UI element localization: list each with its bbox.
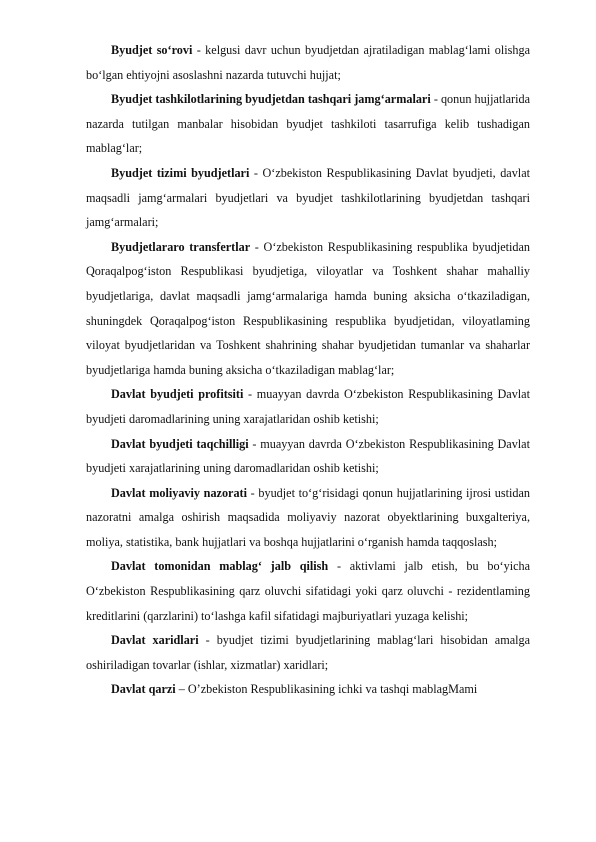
glossary-definition: - kelgusi davr uchun byudjetdan ajratiladigan mablag‘lami olishga bo‘lgan ehtiyojni asoslashni nazarda tutuvchi hujjat; xyxy=(86,43,530,82)
glossary-term: Byudjet so‘rovi xyxy=(111,43,193,57)
glossary-entry xyxy=(86,628,530,677)
document-page xyxy=(86,38,530,702)
glossary-entry xyxy=(86,554,530,628)
glossary-entry xyxy=(86,235,530,383)
glossary-definition: - O‘zbekiston Respublikasining respublika byudjetidan Qoraqalpog‘iston Respublikasi byudjetiga, viloyatlar va Toshkent shahar mahalliy byudjetlariga, davlat maqsadli jamg‘armalariga hamda buning aksicha o‘tkaziladigan, shuningdek Qoraqalpog‘iston Respublikasining respublika byudjetidan, viloyatlaming viloyat byudjetlaridan va Toshkent shahrining shahar byudjetidan tumanlar va shaharlar byudjetlariga hamda buning aksicha o‘tkaziladigan mablag‘lar; xyxy=(86,239,530,377)
glossary-definition: - qonun hujjatlarida nazarda tutilgan manbalar hisobidan byudjet tashkiloti tasarrufiga kelib tushadigan mablag‘lar; xyxy=(86,92,530,156)
glossary-definition: - byudjet to‘g‘risidagi qonun hujjatlarining ijrosi ustidan nazoratni amalga oshirish maqsadida moliyaviy nazorat obyektlarining buxgalteriya, moliya, statistika, bank hujjatlari va boshqa hujjatlarini o‘rganish hamda taqqoslash; xyxy=(86,485,530,549)
glossary-entry xyxy=(86,677,530,702)
glossary-term: Davlat byudjeti taqchilligi xyxy=(111,436,249,451)
glossary-definition: - aktivlami jalb etish, bu bo‘yicha O‘zbekiston Respublikasining qarz oluvchi sifatidagi yoki qarz oluvchi - rezidentlaming kreditlarini (qarzlarini) to‘lashga kafil sifatidagi majburiyatlari yuzaga kelishi; xyxy=(86,559,530,623)
glossary-definition: - muayyan davrda O‘zbekiston Respublikasining Davlat byudjeti daromadlarining uning xarajatlaridan oshib ketishi; xyxy=(86,387,530,426)
glossary-entry xyxy=(86,382,530,431)
glossary-term: Davlat qarzi xyxy=(111,682,176,697)
glossary-term: Davlat xaridlari xyxy=(111,633,199,648)
glossary-definition: - muayyan davrda O‘zbekiston Respublikasining Davlat byudjeti xarajatlarining uning daromadlaridan oshib ketishi; xyxy=(86,436,530,476)
glossary-entry xyxy=(86,87,530,161)
glossary-term: Byudjet tashkilotlarining byudjetdan tashqari jamg‘armalari xyxy=(111,92,431,107)
glossary-term: Davlat byudjeti profitsiti xyxy=(111,387,244,402)
glossary-definition: - byudjet tizimi byudjetlarining mablag‘lari hisobidan amalga oshiriladigan tovarlar (ishlar, xizmatlar) xaridlari; xyxy=(86,633,530,672)
glossary-term: Davlat moliyaviy nazorati xyxy=(111,485,247,500)
glossary-term: Davlat tomonidan mablag‘ jalb qilish xyxy=(111,559,329,574)
glossary-entry xyxy=(86,161,530,235)
glossary-definition: - O‘zbekiston Respublikasining Davlat byudjeti, davlat maqsadli jamg‘armalari byudjetlari va byudjet tashkilotlarining byudjetdan tashqari jamg‘armalari; xyxy=(86,165,530,230)
glossary-entry xyxy=(86,432,530,481)
glossary-entry xyxy=(86,481,530,555)
glossary-term: Byudjetlararo transfertlar xyxy=(111,239,251,254)
glossary-term: Byudjet tizimi byudjetlari xyxy=(111,165,250,180)
glossary-entry xyxy=(86,38,530,87)
glossary-definition: – O’zbekiston Respublikasining ichki va tashqi mablagMami xyxy=(175,682,478,697)
